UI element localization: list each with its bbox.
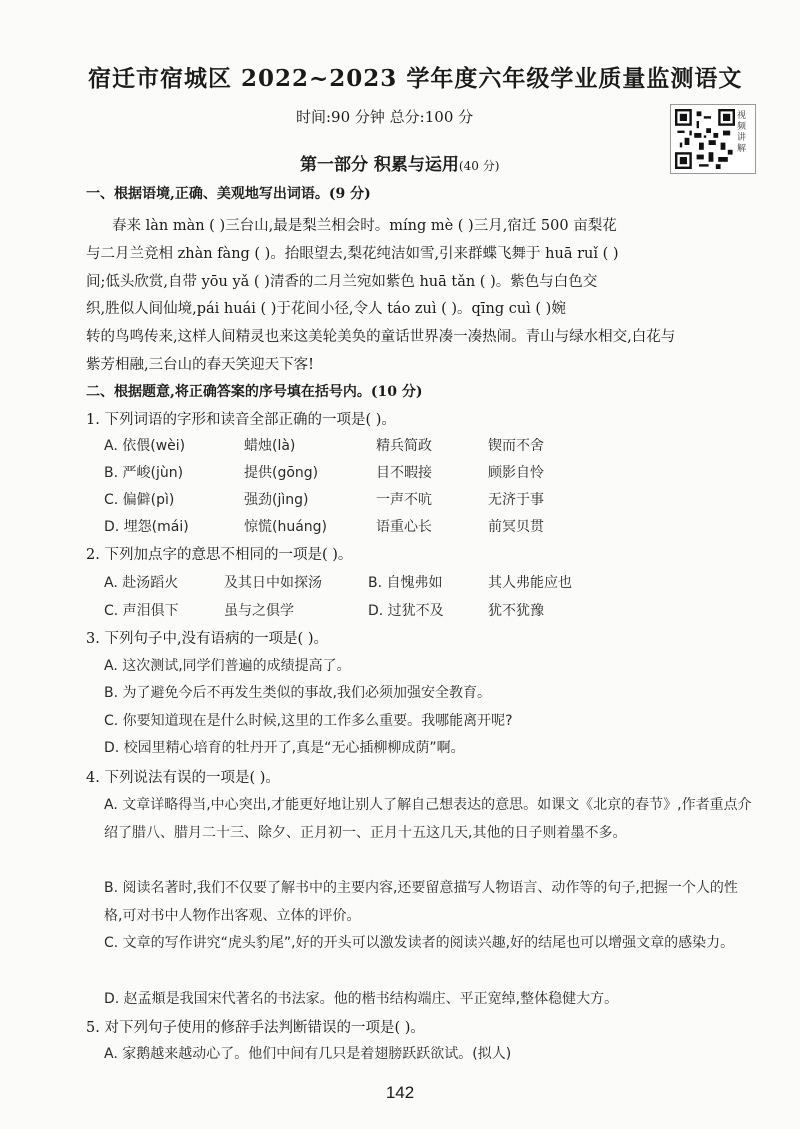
section1-line-1: 春来 làn màn ( )三台山,最是梨兰相会时。míng mè ( )三月,宿迁 500 亩梨花 bbox=[112, 218, 617, 234]
qr-code-icon bbox=[675, 109, 735, 169]
q2-option-d-2: 犹不犹豫 bbox=[488, 603, 544, 619]
q1-option-c-4: 无济于事 bbox=[488, 492, 544, 508]
q2-option-b-2: 其人弗能应也 bbox=[488, 575, 572, 591]
section1-line-4: 织,胜似人间仙境,pái huái ( )于花间小径,令人 táo zuì ( )。qīng cuì ( )婉 bbox=[86, 301, 566, 317]
q1-option-c-3: 一声不吭 bbox=[376, 492, 432, 508]
q5-stem: 5. 对下列句子使用的修辞手法判断错误的一项是( )。 bbox=[86, 1020, 425, 1036]
section1-line-3: 间;低头欣赏,自带 yōu yǎ ( )清香的二月兰宛如紫色 huā tǎn ( )。紫色与白色交 bbox=[86, 274, 598, 290]
q2-option-d-1: D. 过犹不及 bbox=[368, 603, 444, 619]
q4-option-a: A. 文章详略得当,中心突出,才能更好地让别人了解自己想表达的意思。如课文《北京的春节》,作者重点介绍了腊八、腊月二十三、除夕、正月初一、正月十五这几天,其他的日子则着墨不多。 bbox=[104, 797, 752, 841]
q4-option-b: B. 阅读名著时,我们不仅要了解书中的主要内容,还要留意描写人物语言、动作等的句子,把握一个人的性格,可对书中人物作出客观、立体的评价。 bbox=[104, 880, 738, 924]
q1-option-c-2: 强劲(jìng) bbox=[244, 492, 309, 508]
q3-option-a: A. 这次测试,同学们普遍的成绩提高了。 bbox=[104, 658, 351, 674]
q1-option-d-3: 语重心长 bbox=[376, 519, 432, 535]
q2-option-a-1: A. 赴汤蹈火 bbox=[104, 575, 179, 591]
q1-option-b-4: 顾影自怜 bbox=[488, 465, 544, 481]
q3-option-c: C. 你要知道现在是什么时候,这里的工作多么重要。我哪能离开呢? bbox=[104, 713, 513, 729]
q3-option-d: D. 校园里精心培育的牡丹开了,真是“无心插柳柳成荫”啊。 bbox=[104, 740, 465, 756]
exam-title: 宿迁市宿城区 2022~2023 学年度六年级学业质量监测语文 bbox=[88, 65, 743, 92]
part-score: (40 分) bbox=[458, 159, 500, 173]
q4-option-c: C. 文章的写作讲究“虎头豹尾”,好的开头可以激发读者的阅读兴趣,好的结尾也可以增强文章的感染力。 bbox=[104, 935, 735, 951]
section1-line-6: 紫芳相融,三台山的春天笑迎天下客! bbox=[86, 357, 314, 373]
section2-heading: 二、根据题意,将正确答案的序号填在括号内。(10 分) bbox=[86, 384, 423, 400]
q2-option-a-2: 及其日中如探汤 bbox=[224, 575, 322, 591]
part-title: 第一部分 积累与运用 bbox=[300, 155, 459, 175]
qr-code[interactable] bbox=[670, 104, 756, 174]
q1-stem: 1. 下列词语的字形和读音全部正确的一项是( )。 bbox=[86, 412, 396, 428]
part-heading bbox=[300, 150, 499, 175]
q4-stem: 4. 下列说法有误的一项是( )。 bbox=[86, 770, 280, 786]
exam-time-info: 时间:90 分钟 总分:100 分 bbox=[296, 108, 474, 126]
page-number: 142 bbox=[385, 1083, 415, 1102]
q1-option-a-1: A. 依偎(wèi) bbox=[104, 438, 186, 454]
q1-option-d-2: 惊慌(huáng) bbox=[244, 519, 328, 535]
q5-option-a: A. 家鹅越来越动心了。他们中间有几只是着翅膀跃跃欲试。(拟人) bbox=[104, 1046, 512, 1062]
q1-option-d-1: D. 埋怨(mái) bbox=[104, 519, 189, 535]
q1-option-b-1: B. 严峻(jùn) bbox=[104, 465, 184, 481]
section1-heading: 一、根据语境,正确、美观地写出词语。(9 分) bbox=[86, 186, 371, 202]
q2-stem: 2. 下列加点字的意思不相同的一项是( )。 bbox=[86, 547, 353, 563]
q2-option-c-1: C. 声泪俱下 bbox=[104, 603, 179, 619]
q1-option-a-2: 蜡烛(là) bbox=[244, 438, 296, 454]
q1-option-b-3: 目不暇接 bbox=[376, 465, 432, 481]
q4-option-d: D. 赵孟頫是我国宋代著名的书法家。他的楷书结构端庄、平正宽绰,整体稳健大方。 bbox=[104, 991, 619, 1007]
q1-option-c-1: C. 偏僻(pì) bbox=[104, 492, 175, 508]
q1-option-d-4: 前冥贝贯 bbox=[488, 519, 544, 535]
qr-caption: 视频讲解 bbox=[737, 111, 747, 154]
q1-option-a-3: 精兵简政 bbox=[376, 438, 432, 454]
q1-option-b-2: 提供(gōng) bbox=[244, 465, 319, 481]
q1-option-a-4: 锲而不舍 bbox=[488, 438, 544, 454]
q2-option-b-1: B. 自愧弗如 bbox=[368, 575, 443, 591]
q3-stem: 3. 下列句子中,没有语病的一项是( )。 bbox=[86, 631, 328, 647]
section1-line-2: 与二月兰竞相 zhàn fàng ( )。抬眼望去,梨花纯洁如雪,引来群蝶飞舞于 huā ruǐ ( ) bbox=[86, 246, 619, 262]
q3-option-b: B. 为了避免今后不再发生类似的事故,我们必须加强安全教育。 bbox=[104, 685, 491, 701]
q2-option-c-2: 虽与之俱学 bbox=[224, 603, 294, 619]
section1-line-5: 转的鸟鸣传来,这样人间精灵也来这美轮美奂的童话世界凑一凑热闹。青山与绿水相交,白花与 bbox=[86, 329, 676, 345]
